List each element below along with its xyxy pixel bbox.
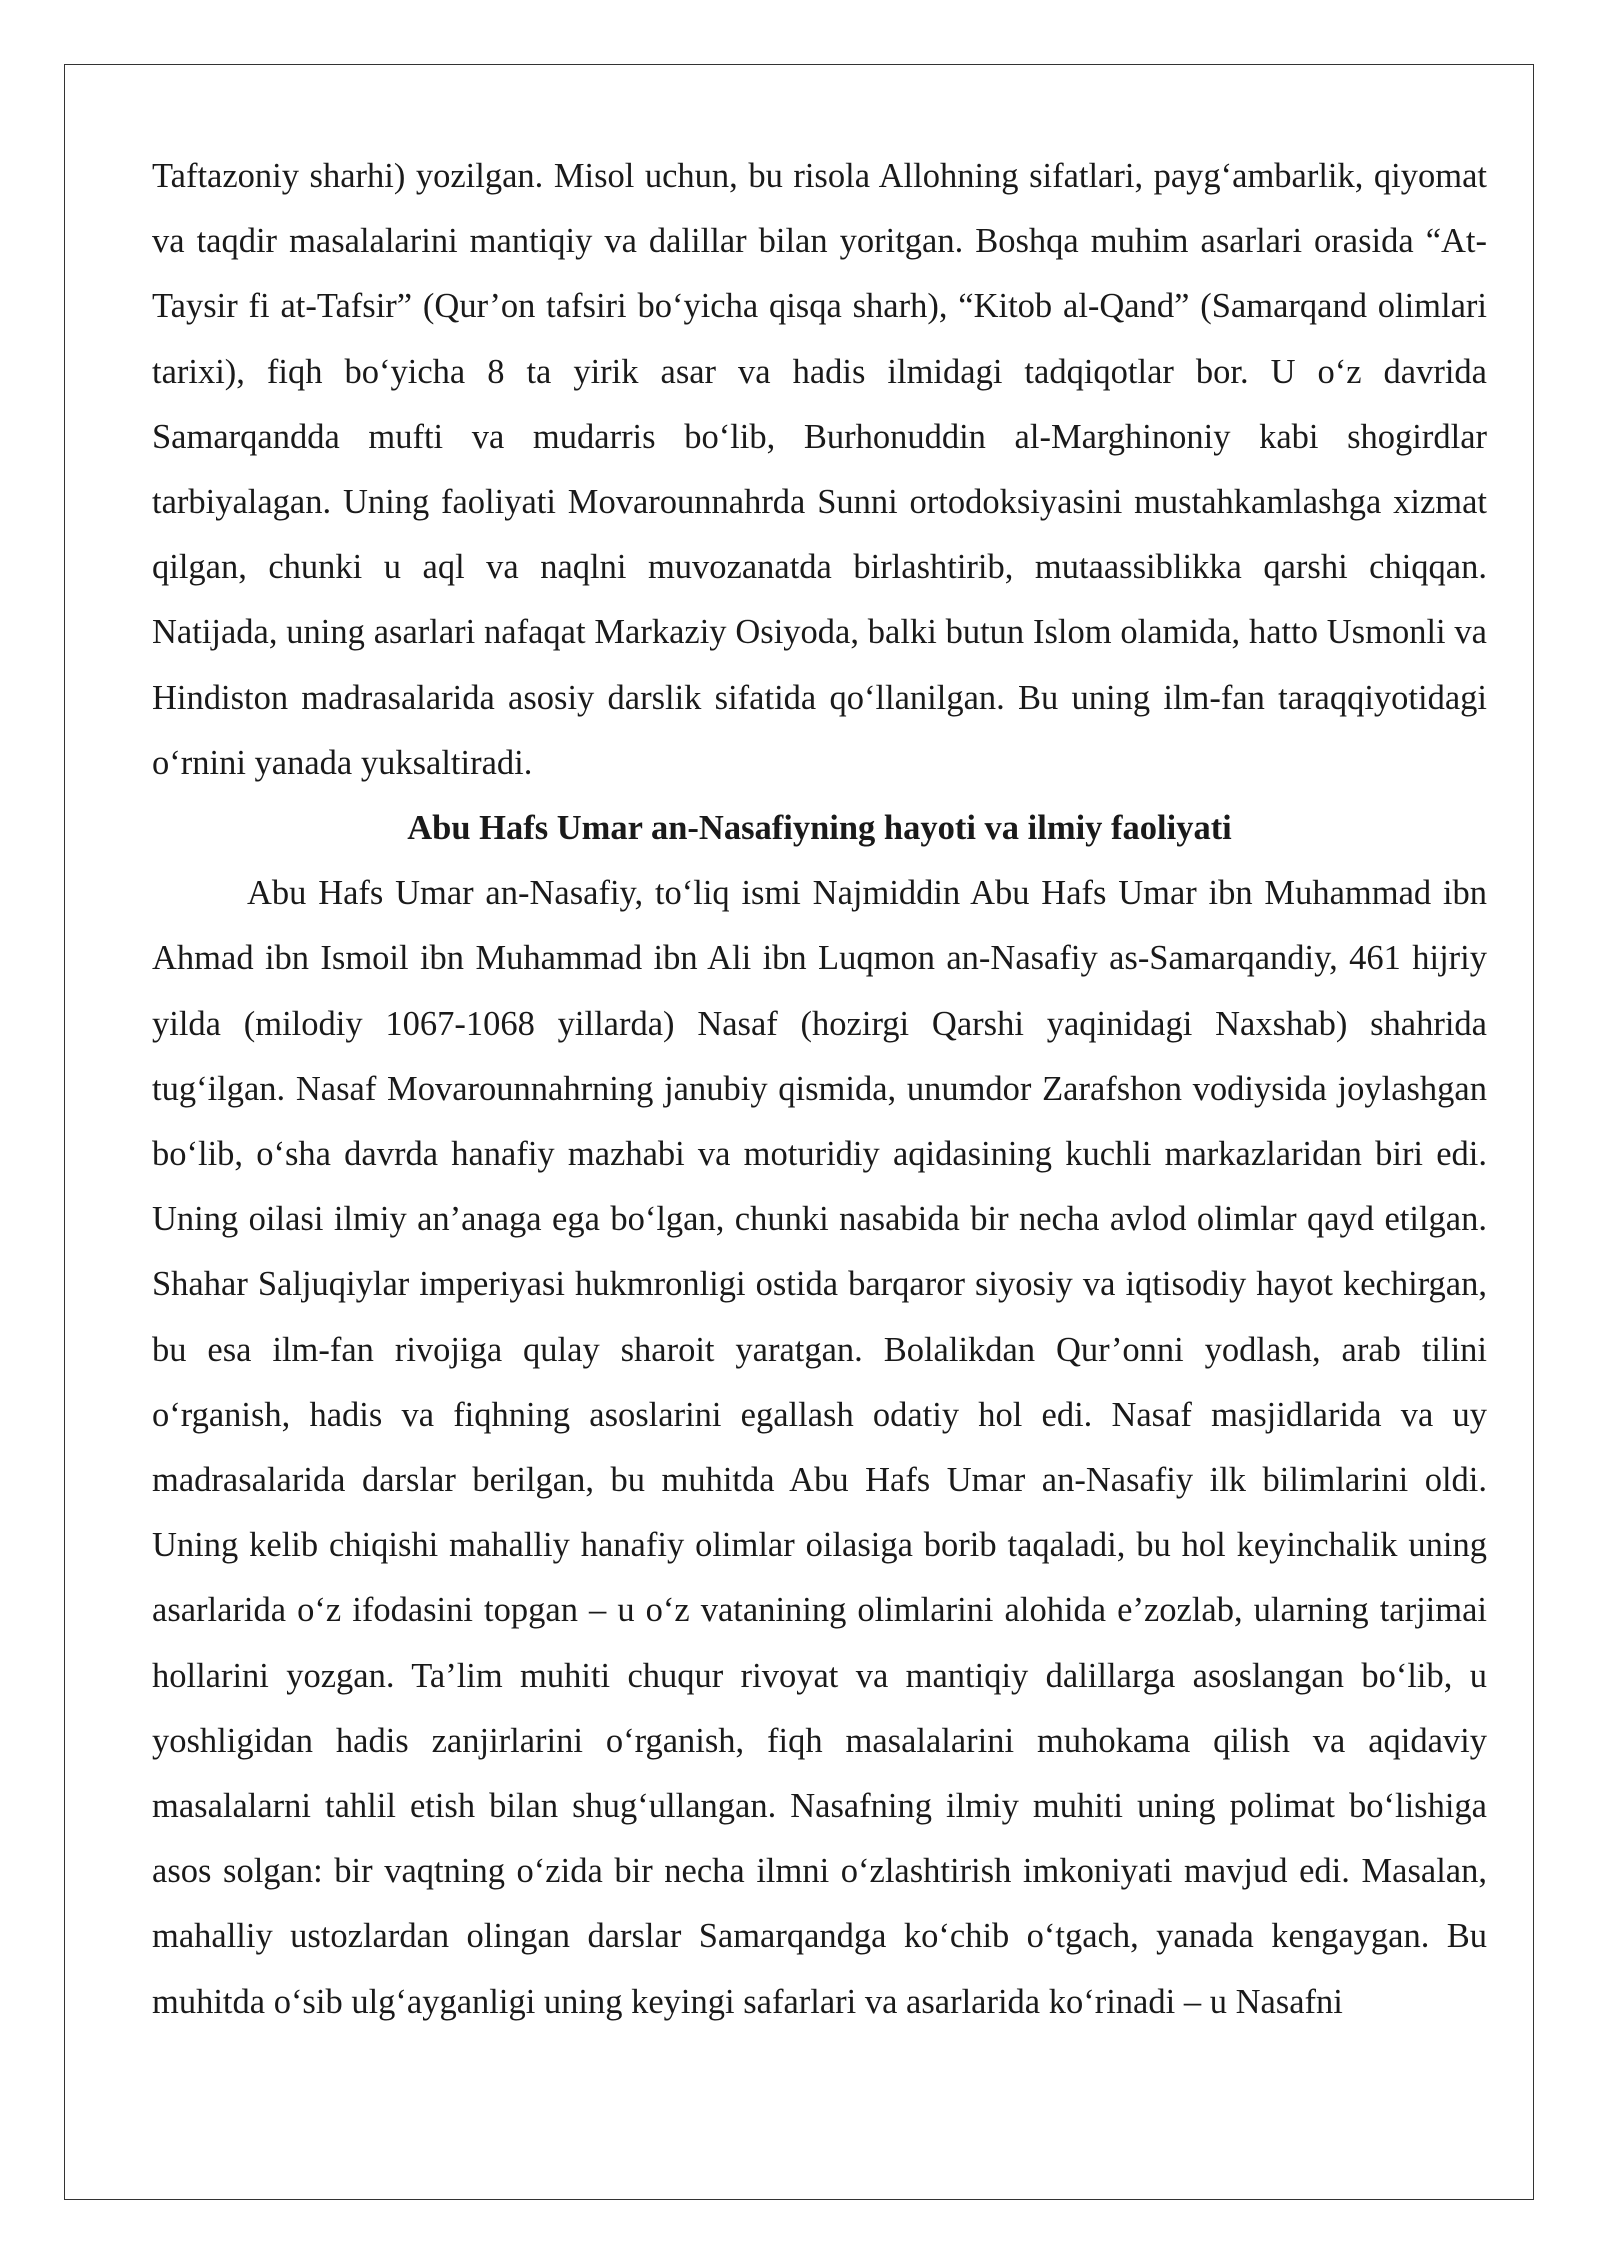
document-body (152, 144, 1487, 2035)
section-heading: Abu Hafs Umar an-Nasafiyning hayoti va ilmiy faoliyati (407, 809, 1232, 848)
paragraph-continued: Taftazoniy sharhi) yozilgan. Misol uchun, bu risola Allohning sifatlari, payg‘ambarlik, qiyomat va taqdir masalalarini mantiqiy va dalillar bilan yoritgan. Boshqa muhim asarlari orasida “At-Taysir fi at-Tafsir” (Qur’on tafsiri bo‘yicha qisqa sharh), “Kitob al-Qand” (Samarqand olimlari tarixi), fiqh bo‘yicha 8 ta yirik asar va hadis ilmidagi tadqiqotlar bor. U o‘z davrida Samarqandda mufti va mudarris bo‘lib, Burhonuddin al-Marghinoniy kabi shogirdlar tarbiyalagan. Uning faoliyati Movarounnahrda Sunni ortodoksiyasini mustahkamlashga xizmat qilgan, chunki u aql va naqlni muvozanatda birlashtirib, mutaassiblikka qarshi chiqqan. Natijada, uning asarlari nafaqat Markaziy Osiyoda, balki butun Islom olamida, hatto Usmonli va Hindiston madrasalarida asosiy darslik sifatida qo‘llanilgan. Bu uning ilm-fan taraqqiyotidagi o‘rnini yanada yuksaltiradi. (152, 157, 1487, 782)
paragraph-biography: Abu Hafs Umar an-Nasafiy, to‘liq ismi Najmiddin Abu Hafs Umar ibn Muhammad ibn Ahmad ibn Ismoil ibn Muhammad ibn Ali ibn Luqmon an-Nasafiy as-Samarqandiy, 461 hijriy yilda (milodiy 1067-1068 yillarda) Nasaf (hozirgi Qarshi yaqinidagi Naxshab) shahrida tug‘ilgan. Nasaf Movarounnahrning janubiy qismida, unumdor Zarafshon vodiysida joylashgan bo‘lib, o‘sha davrda hanafiy mazhabi va moturidiy aqidasining kuchli markazlaridan biri edi. Uning oilasi ilmiy an’anaga ega bo‘lgan, chunki nasabida bir necha avlod olimlar qayd etilgan. Shahar Saljuqiylar imperiyasi hukmronligi ostida barqaror siyosiy va iqtisodiy hayot kechirgan, bu esa ilm-fan rivojiga qulay sharoit yaratgan. Bolalikdan Qur’onni yodlash, arab tilini o‘rganish, hadis va fiqhning asoslarini egallash odatiy hol edi. Nasaf masjidlarida va uy madrasalarida darslar berilgan, bu muhitda Abu Hafs Umar an-Nasafiy ilk bilimlarini oldi. Uning kelib chiqishi mahalliy hanafiy olimlar oilasiga borib taqaladi, bu hol keyinchalik uning asarlarida o‘z ifodasini topgan – u o‘z vatanining olimlarini alohida e’zozlab, ularning tarjimai hollarini yozgan. Ta’lim muhiti chuqur rivoyat va mantiqiy dalillarga asoslangan bo‘lib, u yoshligidan hadis zanjirlarini o‘rganish, fiqh masalalarini muhokama qilish va aqidaviy masalalarni tahlil etish bilan shug‘ullangan. Nasafning ilmiy muhiti uning polimat bo‘lishiga asos solgan: bir vaqtning o‘zida bir necha ilmni o‘zlashtirish imkoniyati mavjud edi. Masalan, mahalliy ustozlardan olingan darslar Samarqandga ko‘chib o‘tgach, yanada kengaygan. Bu muhitda o‘sib ulg‘ayganligi uning keyingi safarlari va asarlarida ko‘rinadi – u Nasafni (152, 874, 1487, 2021)
